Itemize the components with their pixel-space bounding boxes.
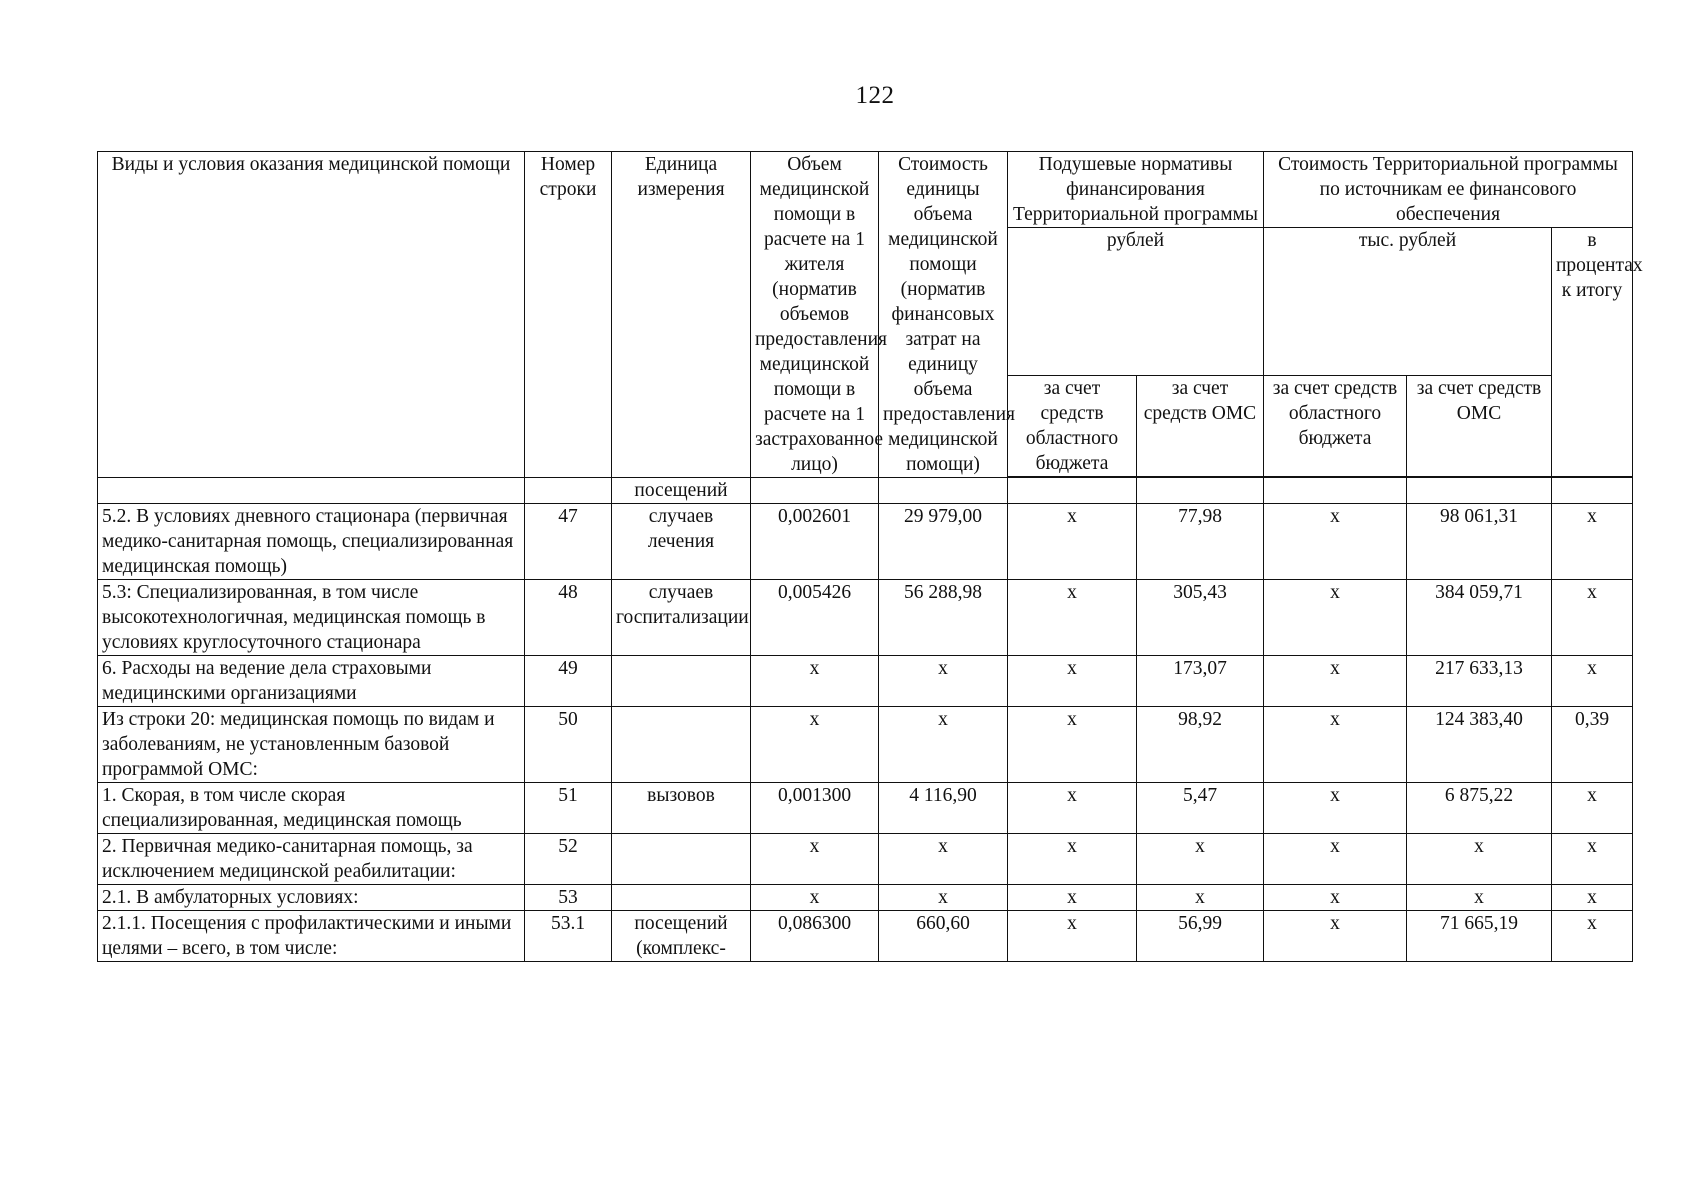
header-kinds: Виды и условия оказания медицинской помощи [98, 152, 525, 478]
header-unit-rub: рублей [1008, 228, 1264, 376]
page-number: 122 [855, 82, 895, 109]
table-row: 2.1.1. Посещения с профилактическими и иными целями – всего, в том числе: 53.1 посещений (комплекс- 0,086300 660,60 x 56,99 x 71 665,19 x [98, 911, 1633, 962]
table-row: посещений [98, 478, 1633, 504]
table-header [98, 152, 1643, 478]
header-unit-cost: Стоимость единицы объема медицинской помощи (норматив финансовых затрат на единицу объема предоставления медицинской помощи) [879, 152, 1008, 478]
table-row: 2.1. В амбулаторных условиях: 53 x x x x x x x [98, 885, 1633, 911]
header-budget-rub: за счет средств областного бюджета [1008, 376, 1137, 477]
table-row: 6. Расходы на ведение дела страховыми медицинскими организациями 49 x x x 173,07 x 217 633,13 x [98, 656, 1633, 707]
header-unit: Единица измерения [612, 152, 751, 478]
table-row: 1. Скорая, в том числе скорая специализированная, медицинская помощь 51 вызовов 0,001300 4 116,90 x 5,47 x 6 875,22 x [98, 783, 1633, 834]
header-oms-rub: за счет средств ОМС [1137, 376, 1264, 477]
header-row-number: Номер строки [525, 152, 612, 478]
header-oms-thous: за счет средств ОМС [1407, 376, 1552, 477]
header-percent: в процентах к итогу [1552, 228, 1633, 477]
table-row: 5.3: Специализированная, в том числе высокотехнологичная, медицинская помощь в условиях круглосуточного стационара 48 случаев госпитализации 0,005426 56 288,98 x 305,43 x 384 059,71 x [98, 580, 1633, 656]
header-volume: Объем медицинской помощи в расчете на 1 жителя (норматив объемов предоставления медицинской помощи в расчете на 1 застрахованное лицо) [751, 152, 879, 478]
header-per-capita: Подушевые нормативы финансирования Территориальной программы [1008, 152, 1264, 228]
header-unit-thous: тыс. рублей [1264, 228, 1552, 376]
header-budget-thous: за счет средств областного бюджета [1264, 376, 1407, 477]
table-row: 5.2. В условиях дневного стационара (первичная медико-санитарная помощь, специализированная медицинская помощь) 47 случаев лечения 0,002601 29 979,00 x 77,98 x 98 061,31 x [98, 504, 1633, 580]
table-row: Из строки 20: медицинская помощь по видам и заболеваниям, не установленным базовой программой ОМС: 50 x x x 98,92 x 124 383,40 0,39 [98, 707, 1633, 783]
table-row: 2. Первичная медико-санитарная помощь, за исключением медицинской реабилитации: 52 x x x x x x x [98, 834, 1633, 885]
header-program-cost: Стоимость Территориальной программы по источникам ее финансового обеспечения [1264, 152, 1633, 228]
cost-table [97, 151, 1643, 962]
table-body [98, 478, 1633, 962]
